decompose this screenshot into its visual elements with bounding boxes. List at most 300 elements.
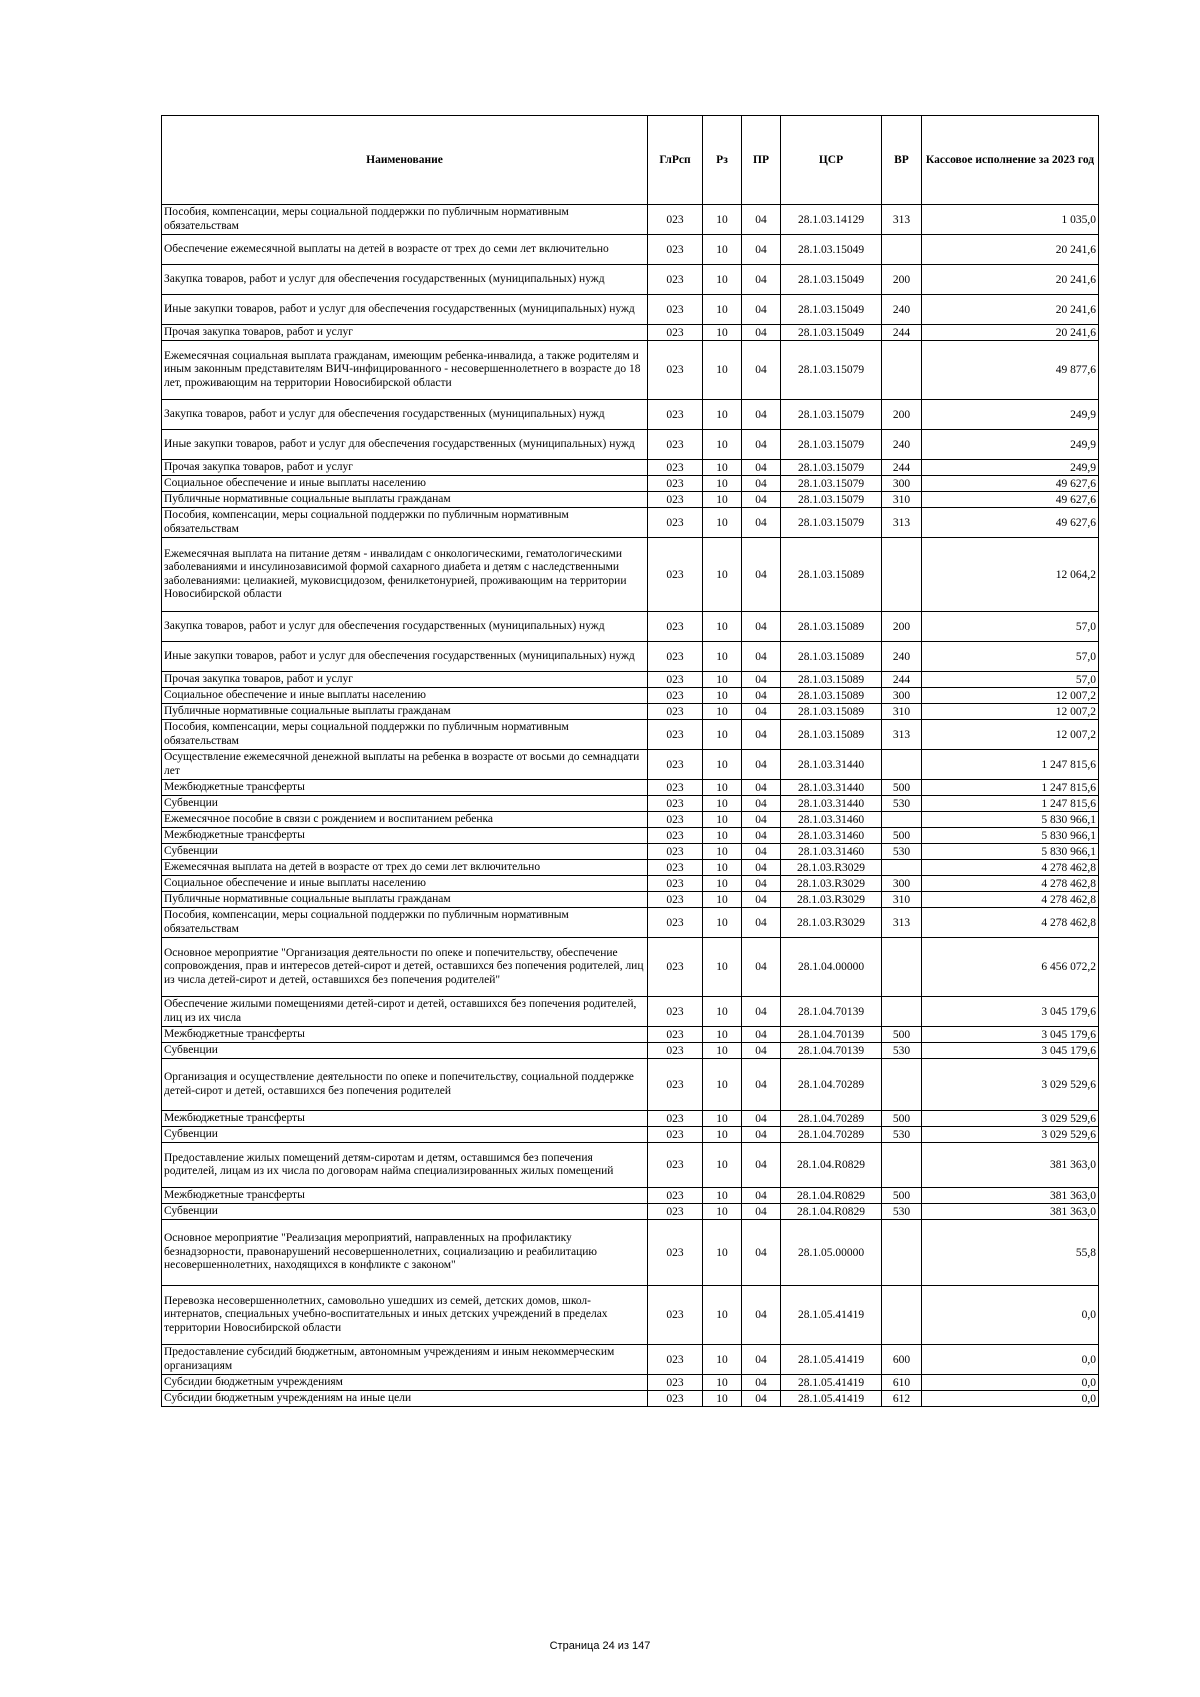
cell-glrep: 023 [648, 876, 703, 892]
cell-glrep: 023 [648, 997, 703, 1027]
cell-csr: 28.1.03.15079 [781, 400, 882, 430]
header-execution: Кассовое исполнение за 2023 год [922, 116, 1099, 205]
cell-vr [882, 997, 922, 1027]
cell-name: Ежемесячная выплата на питание детям - инвалидам с онкологическими, гематологическими заболеваниями и инсулинозависимой формой сахарного диабета и детям с наследственными заболеваниями: целиакией, муковисцидозом, фенилкетонурией, проживающим на территории Новосибирской области [162, 538, 648, 612]
cell-rz: 10 [703, 704, 742, 720]
cell-glrep: 023 [648, 720, 703, 750]
cell-glrep: 023 [648, 265, 703, 295]
cell-rz: 10 [703, 325, 742, 341]
cell-vr: 200 [882, 400, 922, 430]
cell-rz: 10 [703, 430, 742, 460]
cell-glrep: 023 [648, 1286, 703, 1345]
table-row [162, 1286, 1099, 1345]
table-row [162, 295, 1099, 325]
cell-pr: 04 [742, 430, 781, 460]
cell-vr: 313 [882, 508, 922, 538]
table-row [162, 688, 1099, 704]
cell-csr: 28.1.03.15079 [781, 476, 882, 492]
cell-rz: 10 [703, 750, 742, 780]
cell-csr: 28.1.04.R0829 [781, 1143, 882, 1188]
cell-csr: 28.1.04.70289 [781, 1111, 882, 1127]
cell-csr: 28.1.04.70139 [781, 1043, 882, 1059]
cell-execution: 3 045 179,6 [922, 1043, 1099, 1059]
cell-name: Социальное обеспечение и иные выплаты населению [162, 876, 648, 892]
table-row [162, 812, 1099, 828]
cell-pr: 04 [742, 325, 781, 341]
cell-vr: 240 [882, 642, 922, 672]
cell-pr: 04 [742, 1204, 781, 1220]
cell-vr: 500 [882, 1188, 922, 1204]
table-row [162, 1043, 1099, 1059]
cell-rz: 10 [703, 1345, 742, 1375]
cell-csr: 28.1.03.R3029 [781, 908, 882, 938]
cell-vr: 500 [882, 780, 922, 796]
table-row [162, 492, 1099, 508]
cell-pr: 04 [742, 876, 781, 892]
table-row [162, 508, 1099, 538]
header-glrep: ГлРсп [648, 116, 703, 205]
cell-execution: 0,0 [922, 1391, 1099, 1407]
cell-rz: 10 [703, 796, 742, 812]
cell-pr: 04 [742, 460, 781, 476]
cell-pr: 04 [742, 508, 781, 538]
table-row [162, 672, 1099, 688]
cell-pr: 04 [742, 476, 781, 492]
cell-rz: 10 [703, 341, 742, 400]
cell-glrep: 023 [648, 1043, 703, 1059]
cell-execution: 3 029 529,6 [922, 1111, 1099, 1127]
cell-csr: 28.1.05.41419 [781, 1375, 882, 1391]
cell-csr: 28.1.03.15049 [781, 235, 882, 265]
table-row [162, 720, 1099, 750]
cell-pr: 04 [742, 1143, 781, 1188]
cell-rz: 10 [703, 812, 742, 828]
cell-glrep: 023 [648, 812, 703, 828]
cell-glrep: 023 [648, 938, 703, 997]
cell-vr: 200 [882, 265, 922, 295]
cell-pr: 04 [742, 1027, 781, 1043]
cell-name: Пособия, компенсации, меры социальной поддержки по публичным нормативным обязательствам [162, 908, 648, 938]
cell-csr: 28.1.04.70289 [781, 1059, 882, 1111]
cell-execution: 1 247 815,6 [922, 780, 1099, 796]
cell-name: Ежемесячное пособие в связи с рождением и воспитанием ребенка [162, 812, 648, 828]
cell-pr: 04 [742, 828, 781, 844]
cell-glrep: 023 [648, 672, 703, 688]
table-row [162, 325, 1099, 341]
cell-execution: 12 064,2 [922, 538, 1099, 612]
cell-glrep: 023 [648, 612, 703, 642]
table-row [162, 642, 1099, 672]
cell-vr [882, 1143, 922, 1188]
cell-pr: 04 [742, 341, 781, 400]
cell-glrep: 023 [648, 892, 703, 908]
cell-execution: 249,9 [922, 400, 1099, 430]
cell-pr: 04 [742, 1375, 781, 1391]
cell-vr: 310 [882, 704, 922, 720]
cell-name: Субвенции [162, 844, 648, 860]
table-body [162, 205, 1099, 1407]
cell-glrep: 023 [648, 908, 703, 938]
cell-glrep: 023 [648, 492, 703, 508]
cell-rz: 10 [703, 1391, 742, 1407]
table-row [162, 997, 1099, 1027]
cell-execution: 49 627,6 [922, 508, 1099, 538]
table-row [162, 750, 1099, 780]
cell-execution: 249,9 [922, 460, 1099, 476]
cell-pr: 04 [742, 1111, 781, 1127]
cell-pr: 04 [742, 205, 781, 235]
cell-name: Субсидии бюджетным учреждениям [162, 1375, 648, 1391]
cell-vr [882, 1286, 922, 1345]
cell-pr: 04 [742, 780, 781, 796]
cell-vr [882, 750, 922, 780]
cell-glrep: 023 [648, 750, 703, 780]
cell-pr: 04 [742, 812, 781, 828]
table-row [162, 704, 1099, 720]
cell-name: Публичные нормативные социальные выплаты гражданам [162, 704, 648, 720]
cell-name: Иные закупки товаров, работ и услуг для обеспечения государственных (муниципальных) нужд [162, 642, 648, 672]
cell-name: Субвенции [162, 1127, 648, 1143]
table-row [162, 235, 1099, 265]
table-header-row [162, 116, 1099, 205]
cell-name: Осуществление ежемесячной денежной выплаты на ребенка в возрасте от восьми до семнадцати лет [162, 750, 648, 780]
cell-csr: 28.1.03.31440 [781, 780, 882, 796]
cell-pr: 04 [742, 235, 781, 265]
cell-name: Иные закупки товаров, работ и услуг для обеспечения государственных (муниципальных) нужд [162, 430, 648, 460]
cell-pr: 04 [742, 642, 781, 672]
cell-csr: 28.1.05.00000 [781, 1220, 882, 1286]
cell-vr [882, 235, 922, 265]
cell-csr: 28.1.03.R3029 [781, 860, 882, 876]
cell-csr: 28.1.04.R0829 [781, 1204, 882, 1220]
cell-execution: 4 278 462,8 [922, 860, 1099, 876]
cell-pr: 04 [742, 1345, 781, 1375]
cell-rz: 10 [703, 642, 742, 672]
cell-rz: 10 [703, 1375, 742, 1391]
cell-pr: 04 [742, 612, 781, 642]
cell-name: Ежемесячная выплата на детей в возрасте от трех до семи лет включительно [162, 860, 648, 876]
cell-execution: 55,8 [922, 1220, 1099, 1286]
table-row [162, 1127, 1099, 1143]
cell-csr: 28.1.03.15089 [781, 538, 882, 612]
cell-glrep: 023 [648, 325, 703, 341]
cell-execution: 12 007,2 [922, 688, 1099, 704]
header-pr: ПР [742, 116, 781, 205]
cell-name: Предоставление субсидий бюджетным, автономным учреждениям и иным некоммерческим организациям [162, 1345, 648, 1375]
cell-execution: 5 830 966,1 [922, 844, 1099, 860]
cell-execution: 1 247 815,6 [922, 750, 1099, 780]
cell-csr: 28.1.03.15079 [781, 430, 882, 460]
cell-glrep: 023 [648, 430, 703, 460]
cell-execution: 4 278 462,8 [922, 876, 1099, 892]
cell-csr: 28.1.03.R3029 [781, 876, 882, 892]
cell-vr: 200 [882, 612, 922, 642]
cell-name: Закупка товаров, работ и услуг для обеспечения государственных (муниципальных) нужд [162, 612, 648, 642]
cell-glrep: 023 [648, 780, 703, 796]
cell-pr: 04 [742, 688, 781, 704]
table-row [162, 265, 1099, 295]
cell-rz: 10 [703, 720, 742, 750]
cell-execution: 249,9 [922, 430, 1099, 460]
cell-rz: 10 [703, 1111, 742, 1127]
cell-glrep: 023 [648, 341, 703, 400]
cell-rz: 10 [703, 908, 742, 938]
cell-glrep: 023 [648, 1127, 703, 1143]
cell-execution: 20 241,6 [922, 235, 1099, 265]
cell-csr: 28.1.03.15049 [781, 325, 882, 341]
table-row [162, 1375, 1099, 1391]
cell-rz: 10 [703, 938, 742, 997]
table-row [162, 460, 1099, 476]
cell-execution: 5 830 966,1 [922, 812, 1099, 828]
cell-name: Субсидии бюджетным учреждениям на иные цели [162, 1391, 648, 1407]
cell-csr: 28.1.03.14129 [781, 205, 882, 235]
cell-rz: 10 [703, 235, 742, 265]
cell-vr: 300 [882, 688, 922, 704]
cell-rz: 10 [703, 892, 742, 908]
cell-csr: 28.1.05.41419 [781, 1345, 882, 1375]
cell-vr: 313 [882, 720, 922, 750]
cell-rz: 10 [703, 205, 742, 235]
cell-execution: 20 241,6 [922, 295, 1099, 325]
cell-vr [882, 538, 922, 612]
cell-name: Закупка товаров, работ и услуг для обеспечения государственных (муниципальных) нужд [162, 400, 648, 430]
cell-vr: 530 [882, 796, 922, 812]
cell-rz: 10 [703, 508, 742, 538]
cell-glrep: 023 [648, 1143, 703, 1188]
cell-name: Обеспечение ежемесячной выплаты на детей в возрасте от трех до семи лет включительно [162, 235, 648, 265]
cell-vr: 300 [882, 476, 922, 492]
cell-execution: 381 363,0 [922, 1204, 1099, 1220]
cell-execution: 3 029 529,6 [922, 1059, 1099, 1111]
cell-pr: 04 [742, 720, 781, 750]
table-row [162, 612, 1099, 642]
cell-glrep: 023 [648, 844, 703, 860]
cell-vr: 610 [882, 1375, 922, 1391]
cell-glrep: 023 [648, 1204, 703, 1220]
cell-glrep: 023 [648, 828, 703, 844]
table-row [162, 1391, 1099, 1407]
table-row [162, 430, 1099, 460]
cell-vr: 500 [882, 1111, 922, 1127]
cell-name: Прочая закупка товаров, работ и услуг [162, 460, 648, 476]
cell-rz: 10 [703, 460, 742, 476]
cell-rz: 10 [703, 876, 742, 892]
cell-csr: 28.1.03.15089 [781, 688, 882, 704]
cell-pr: 04 [742, 750, 781, 780]
cell-rz: 10 [703, 828, 742, 844]
cell-rz: 10 [703, 780, 742, 796]
cell-vr: 240 [882, 430, 922, 460]
cell-glrep: 023 [648, 688, 703, 704]
cell-execution: 3 045 179,6 [922, 997, 1099, 1027]
cell-execution: 57,0 [922, 612, 1099, 642]
cell-csr: 28.1.03.15049 [781, 295, 882, 325]
cell-csr: 28.1.03.15049 [781, 265, 882, 295]
cell-name: Пособия, компенсации, меры социальной поддержки по публичным нормативным обязательствам [162, 205, 648, 235]
cell-name: Межбюджетные трансферты [162, 1111, 648, 1127]
cell-pr: 04 [742, 295, 781, 325]
table-row [162, 1220, 1099, 1286]
cell-csr: 28.1.03.15079 [781, 460, 882, 476]
cell-pr: 04 [742, 860, 781, 876]
budget-execution-table [161, 115, 1099, 1407]
cell-csr: 28.1.04.70139 [781, 1027, 882, 1043]
cell-csr: 28.1.03.15089 [781, 704, 882, 720]
cell-pr: 04 [742, 796, 781, 812]
table-row [162, 538, 1099, 612]
cell-execution: 3 029 529,6 [922, 1127, 1099, 1143]
table-row [162, 1027, 1099, 1043]
cell-execution: 12 007,2 [922, 704, 1099, 720]
cell-rz: 10 [703, 1143, 742, 1188]
cell-csr: 28.1.03.15089 [781, 672, 882, 688]
cell-name: Прочая закупка товаров, работ и услуг [162, 325, 648, 341]
cell-csr: 28.1.03.15089 [781, 612, 882, 642]
cell-rz: 10 [703, 672, 742, 688]
cell-vr: 500 [882, 1027, 922, 1043]
cell-name: Пособия, компенсации, меры социальной поддержки по публичным нормативным обязательствам [162, 720, 648, 750]
table-row [162, 400, 1099, 430]
table-row [162, 892, 1099, 908]
cell-rz: 10 [703, 1204, 742, 1220]
cell-glrep: 023 [648, 460, 703, 476]
cell-pr: 04 [742, 938, 781, 997]
table-row [162, 844, 1099, 860]
cell-rz: 10 [703, 400, 742, 430]
cell-csr: 28.1.04.70289 [781, 1127, 882, 1143]
cell-name: Субвенции [162, 1043, 648, 1059]
cell-rz: 10 [703, 265, 742, 295]
cell-vr: 530 [882, 844, 922, 860]
cell-vr: 310 [882, 492, 922, 508]
cell-rz: 10 [703, 538, 742, 612]
cell-pr: 04 [742, 538, 781, 612]
cell-pr: 04 [742, 672, 781, 688]
cell-vr: 310 [882, 892, 922, 908]
cell-execution: 3 045 179,6 [922, 1027, 1099, 1043]
cell-execution: 5 830 966,1 [922, 828, 1099, 844]
cell-vr [882, 812, 922, 828]
cell-vr: 530 [882, 1043, 922, 1059]
cell-execution: 12 007,2 [922, 720, 1099, 750]
table-row [162, 205, 1099, 235]
cell-glrep: 023 [648, 1111, 703, 1127]
cell-csr: 28.1.04.00000 [781, 938, 882, 997]
cell-rz: 10 [703, 612, 742, 642]
cell-vr: 300 [882, 876, 922, 892]
cell-glrep: 023 [648, 704, 703, 720]
cell-pr: 04 [742, 844, 781, 860]
cell-pr: 04 [742, 1059, 781, 1111]
header-name: Наименование [162, 116, 648, 205]
table-row [162, 1204, 1099, 1220]
cell-glrep: 023 [648, 1345, 703, 1375]
cell-vr: 313 [882, 908, 922, 938]
cell-csr: 28.1.03.31440 [781, 750, 882, 780]
cell-vr: 530 [882, 1204, 922, 1220]
cell-name: Публичные нормативные социальные выплаты гражданам [162, 892, 648, 908]
cell-name: Обеспечение жилыми помещениями детей-сирот и детей, оставшихся без попечения родителей, лиц из их числа [162, 997, 648, 1027]
cell-vr: 500 [882, 828, 922, 844]
cell-glrep: 023 [648, 642, 703, 672]
cell-name: Межбюджетные трансферты [162, 1188, 648, 1204]
cell-name: Социальное обеспечение и иные выплаты населению [162, 476, 648, 492]
cell-rz: 10 [703, 1127, 742, 1143]
cell-pr: 04 [742, 908, 781, 938]
cell-rz: 10 [703, 492, 742, 508]
cell-glrep: 023 [648, 205, 703, 235]
cell-glrep: 023 [648, 1188, 703, 1204]
table-row [162, 1059, 1099, 1111]
cell-execution: 4 278 462,8 [922, 908, 1099, 938]
cell-glrep: 023 [648, 1027, 703, 1043]
table-row [162, 876, 1099, 892]
cell-glrep: 023 [648, 1220, 703, 1286]
header-csr: ЦСР [781, 116, 882, 205]
cell-vr: 244 [882, 672, 922, 688]
cell-name: Субвенции [162, 1204, 648, 1220]
cell-vr: 313 [882, 205, 922, 235]
table-row [162, 796, 1099, 812]
table-row [162, 860, 1099, 876]
cell-rz: 10 [703, 997, 742, 1027]
cell-vr: 600 [882, 1345, 922, 1375]
cell-pr: 04 [742, 1220, 781, 1286]
table-row [162, 1345, 1099, 1375]
cell-vr: 530 [882, 1127, 922, 1143]
cell-name: Организация и осуществление деятельности по опеке и попечительству, социальной поддержке детей-сирот и детей, оставшихся без попечения родителей [162, 1059, 648, 1111]
table-row [162, 828, 1099, 844]
cell-name: Межбюджетные трансферты [162, 780, 648, 796]
cell-execution: 6 456 072,2 [922, 938, 1099, 997]
cell-pr: 04 [742, 492, 781, 508]
page-number: Страница 24 из 147 [549, 1640, 651, 1652]
cell-glrep: 023 [648, 400, 703, 430]
cell-vr [882, 1059, 922, 1111]
cell-pr: 04 [742, 1127, 781, 1143]
table-row [162, 1188, 1099, 1204]
cell-rz: 10 [703, 860, 742, 876]
cell-execution: 381 363,0 [922, 1188, 1099, 1204]
cell-rz: 10 [703, 1188, 742, 1204]
cell-csr: 28.1.03.15079 [781, 508, 882, 538]
cell-csr: 28.1.04.R0829 [781, 1188, 882, 1204]
cell-name: Иные закупки товаров, работ и услуг для обеспечения государственных (муниципальных) нужд [162, 295, 648, 325]
cell-vr: 244 [882, 460, 922, 476]
cell-glrep: 023 [648, 295, 703, 325]
cell-execution: 0,0 [922, 1345, 1099, 1375]
cell-rz: 10 [703, 1220, 742, 1286]
cell-csr: 28.1.03.31460 [781, 844, 882, 860]
cell-name: Пособия, компенсации, меры социальной поддержки по публичным нормативным обязательствам [162, 508, 648, 538]
cell-pr: 04 [742, 892, 781, 908]
cell-execution: 1 247 815,6 [922, 796, 1099, 812]
header-vr: ВР [882, 116, 922, 205]
cell-name: Прочая закупка товаров, работ и услуг [162, 672, 648, 688]
table-row [162, 780, 1099, 796]
cell-rz: 10 [703, 1043, 742, 1059]
cell-rz: 10 [703, 844, 742, 860]
cell-rz: 10 [703, 1027, 742, 1043]
table-row [162, 938, 1099, 997]
cell-pr: 04 [742, 997, 781, 1027]
cell-execution: 57,0 [922, 672, 1099, 688]
cell-name: Предоставление жилых помещений детям-сиротам и детям, оставшимся без попечения родителей, лицам из их числа по договорам найма специализированных жилых помещений [162, 1143, 648, 1188]
cell-csr: 28.1.04.70139 [781, 997, 882, 1027]
cell-vr [882, 860, 922, 876]
cell-name: Публичные нормативные социальные выплаты гражданам [162, 492, 648, 508]
